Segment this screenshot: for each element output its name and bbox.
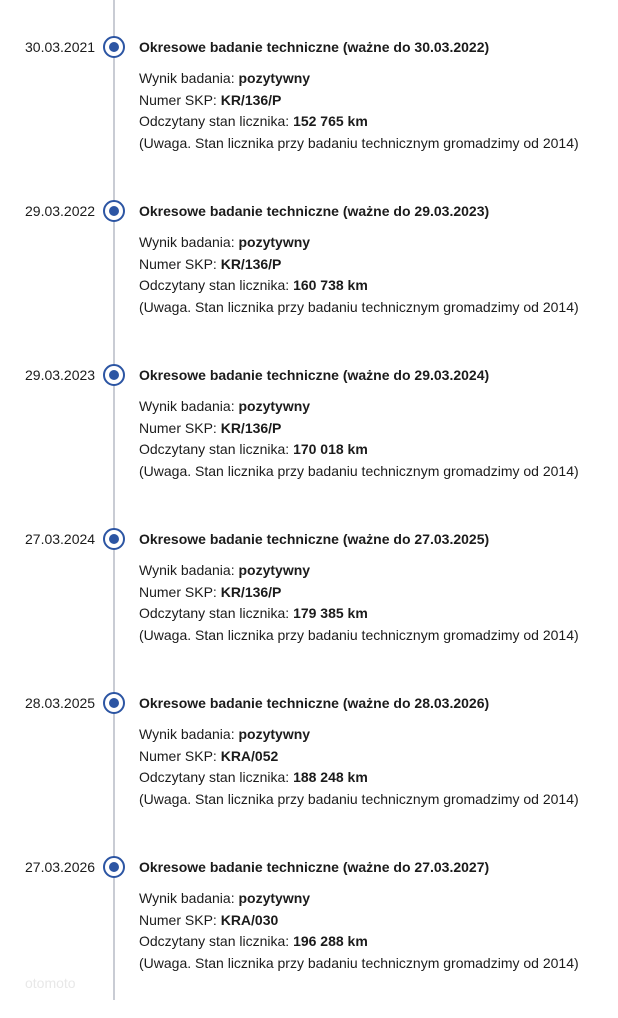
event-details (139, 724, 609, 810)
timeline-event (0, 38, 618, 198)
timeline-dot-icon (103, 36, 125, 58)
result-label: Wynik badania: (139, 70, 239, 86)
result-row (139, 560, 609, 582)
skp-row (139, 746, 609, 768)
odometer-value: 170 018 km (293, 441, 368, 457)
result-value: pozytywny (238, 890, 311, 906)
event-title: Okresowe badanie techniczne (ważne do 29.03.2024) (139, 367, 490, 383)
odometer-row (139, 767, 609, 789)
event-title: Okresowe badanie techniczne (ważne do 27.03.2027) (139, 859, 490, 875)
odometer-note: (Uwaga. Stan licznika przy badaniu technicznym gromadzimy od 2014) (139, 134, 579, 151)
odometer-value: 160 738 km (293, 277, 368, 293)
event-details (139, 396, 609, 482)
timeline-event (0, 694, 618, 854)
timeline-dot-icon (103, 856, 125, 878)
odometer-note: (Uwaga. Stan licznika przy badaniu technicznym gromadzimy od 2014) (139, 626, 579, 643)
timeline-dot-icon (103, 692, 125, 714)
result-value: pozytywny (238, 562, 311, 578)
odometer-row (139, 111, 609, 133)
skp-row (139, 910, 609, 932)
odometer-label: Odczytany stan licznika: (139, 441, 294, 457)
odometer-row (139, 931, 609, 953)
odometer-value: 152 765 km (293, 113, 368, 129)
event-date: 28.03.2025 (25, 695, 96, 711)
timeline-event (0, 202, 618, 362)
odometer-label: Odczytany stan licznika: (139, 769, 294, 785)
event-date: 27.03.2026 (25, 859, 96, 875)
watermark: otomoto (25, 975, 76, 991)
odometer-label: Odczytany stan licznika: (139, 113, 294, 129)
timeline-dot-icon (103, 528, 125, 550)
result-label: Wynik badania: (139, 234, 239, 250)
event-title: Okresowe badanie techniczne (ważne do 27.03.2025) (139, 531, 490, 547)
skp-value: KR/136/P (220, 255, 282, 272)
event-date: 27.03.2024 (25, 531, 96, 547)
timeline-event (0, 530, 618, 690)
result-row (139, 68, 609, 90)
skp-value: KR/136/P (220, 91, 282, 108)
result-row (139, 724, 609, 746)
result-value: pozytywny (238, 70, 311, 86)
odometer-value: 196 288 km (293, 933, 368, 949)
skp-row (139, 90, 609, 112)
skp-value: KR/136/P (220, 583, 282, 600)
result-value: pozytywny (238, 726, 311, 742)
result-label: Wynik badania: (139, 398, 239, 414)
event-date: 30.03.2021 (25, 39, 96, 55)
event-title: Okresowe badanie techniczne (ważne do 28.03.2026) (139, 695, 490, 711)
event-title: Okresowe badanie techniczne (ważne do 30.03.2022) (139, 39, 490, 55)
result-label: Wynik badania: (139, 726, 239, 742)
skp-value: KRA/052 (220, 747, 279, 764)
timeline-dot-icon (103, 200, 125, 222)
result-label: Wynik badania: (139, 890, 239, 906)
skp-value: KR/136/P (220, 419, 282, 436)
skp-label: Numer SKP: (139, 419, 221, 436)
skp-row (139, 582, 609, 604)
event-details (139, 232, 609, 318)
odometer-note: (Uwaga. Stan licznika przy badaniu technicznym gromadzimy od 2014) (139, 462, 579, 479)
odometer-value: 179 385 km (293, 605, 368, 621)
result-value: pozytywny (238, 234, 311, 250)
odometer-note: (Uwaga. Stan licznika przy badaniu technicznym gromadzimy od 2014) (139, 954, 579, 971)
skp-label: Numer SKP: (139, 583, 221, 600)
event-details (139, 560, 609, 646)
odometer-label: Odczytany stan licznika: (139, 933, 294, 949)
odometer-row (139, 603, 609, 625)
event-details (139, 68, 609, 154)
skp-label: Numer SKP: (139, 911, 221, 928)
odometer-note: (Uwaga. Stan licznika przy badaniu technicznym gromadzimy od 2014) (139, 790, 579, 807)
result-row (139, 888, 609, 910)
result-label: Wynik badania: (139, 562, 239, 578)
timeline-dot-icon (103, 364, 125, 386)
skp-label: Numer SKP: (139, 747, 221, 764)
odometer-note: (Uwaga. Stan licznika przy badaniu technicznym gromadzimy od 2014) (139, 298, 579, 315)
skp-row (139, 418, 609, 440)
event-details (139, 888, 609, 974)
odometer-value: 188 248 km (293, 769, 368, 785)
result-row (139, 396, 609, 418)
skp-value: KRA/030 (220, 911, 279, 928)
timeline-event (0, 366, 618, 526)
skp-row (139, 254, 609, 276)
event-date: 29.03.2022 (25, 203, 96, 219)
skp-label: Numer SKP: (139, 255, 221, 272)
skp-label: Numer SKP: (139, 91, 221, 108)
odometer-row (139, 275, 609, 297)
event-date: 29.03.2023 (25, 367, 96, 383)
timeline-event (0, 858, 618, 1018)
odometer-row (139, 439, 609, 461)
result-row (139, 232, 609, 254)
odometer-label: Odczytany stan licznika: (139, 277, 294, 293)
result-value: pozytywny (238, 398, 311, 414)
event-title: Okresowe badanie techniczne (ważne do 29.03.2023) (139, 203, 490, 219)
odometer-label: Odczytany stan licznika: (139, 605, 294, 621)
